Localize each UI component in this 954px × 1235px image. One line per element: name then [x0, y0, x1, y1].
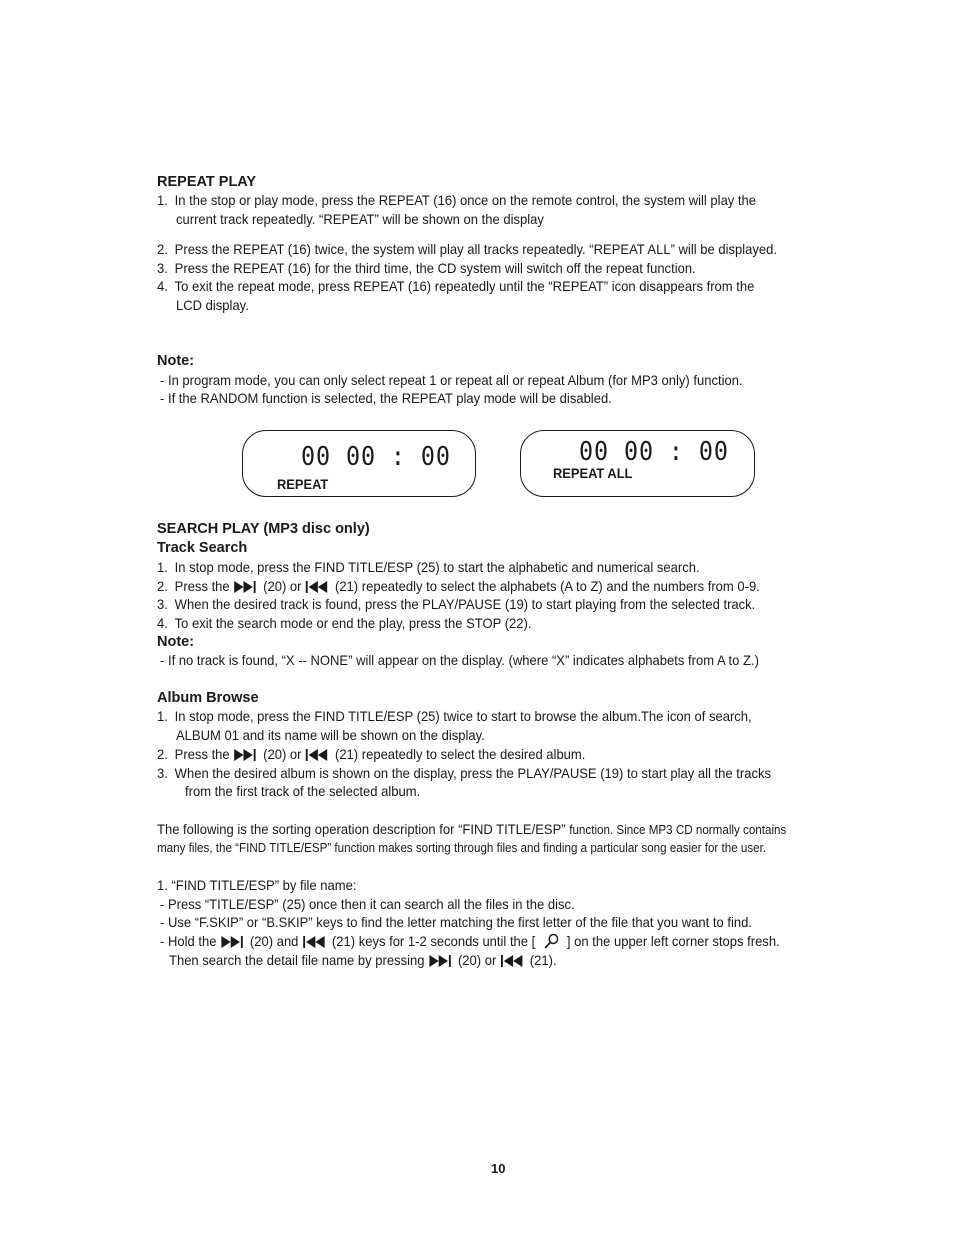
list-item: 1. In stop mode, press the FIND TITLE/ESP (25) to start the alphabetic and numerical search. — [157, 559, 700, 575]
find-step: - Use “F.SKIP” or “B.SKIP” keys to find the letter matching the first letter of the file that you want to find. — [160, 914, 752, 930]
skip-back-icon — [500, 954, 526, 972]
list-item: 1. In the stop or play mode, press the REPEAT (16) once on the remote control, the system will play the — [157, 192, 757, 208]
list-item: 2. Press the REPEAT (16) twice, the system will play all tracks repeatedly. “REPEAT ALL” will be displayed. — [157, 241, 777, 257]
list-item: 3. Press the REPEAT (16) for the third time, the CD system will switch off the repeat function. — [157, 260, 696, 276]
note-heading: Note: — [157, 353, 195, 369]
lcd-repeat-all-label: REPEAT ALL — [553, 465, 633, 481]
search-icon — [543, 933, 560, 953]
skip-forward-icon — [428, 954, 454, 972]
find-step: - Hold the (20) and (21) keys for 1-2 seconds until the [ ] on the upper left corner stops fresh. — [160, 932, 780, 953]
lcd-time-digits: 00 00 : 00 — [579, 437, 729, 467]
note-heading: Note: — [157, 634, 195, 650]
list-item-continued: ALBUM 01 and its name will be shown on the display. — [176, 727, 485, 743]
list-item: 3. When the desired track is found, press the PLAY/PAUSE (19) to start playing from the selected track. — [157, 596, 756, 612]
album-browse-heading: Album Browse — [157, 690, 259, 706]
lcd-display-repeat-all — [520, 430, 755, 497]
find-step: Then search the detail file name by pressing (20) or (21). — [169, 951, 557, 972]
list-item-continued: from the first track of the selected album. — [185, 783, 421, 799]
note-line: - If the RANDOM function is selected, the REPEAT play mode will be disabled. — [160, 390, 612, 406]
list-item: 1. In stop mode, press the FIND TITLE/ESP (25) twice to start to browse the album.The icon of search, — [157, 708, 752, 724]
note-line: - In program mode, you can only select repeat 1 or repeat all or repeat Album (for MP3 only) function. — [160, 372, 743, 388]
sorting-description: many files, the “FIND TITLE/ESP” function makes sorting through files and finding a particular song easier for the user. — [157, 841, 767, 855]
note-line: - If no track is found, “X -- NONE” will appear on the display. (where “X” indicates alphabets from A to Z.) — [160, 652, 759, 668]
list-item-continued: current track repeatedly. “REPEAT” will be shown on the display — [176, 211, 544, 227]
lcd-repeat-label: REPEAT — [277, 476, 329, 492]
list-item: 2. Press the (20) or (21) repeatedly to select the desired album. — [157, 745, 585, 766]
find-step: - Press “TITLE/ESP” (25) once then it can search all the files in the disc. — [160, 896, 575, 912]
search-play-heading: SEARCH PLAY (MP3 disc only) — [157, 521, 370, 537]
list-item: 4. To exit the search mode or end the play, press the STOP (22). — [157, 615, 532, 631]
sorting-description: The following is the sorting operation description for “FIND TITLE/ESP” function. Since MP3 CD normally contains — [157, 821, 787, 837]
list-item-continued: LCD display. — [176, 297, 249, 313]
list-item: 4. To exit the repeat mode, press REPEAT (16) repeatedly until the “REPEAT” icon disappears from the — [157, 278, 755, 294]
list-item: 3. When the desired album is shown on the display, press the PLAY/PAUSE (19) to start play all the tracks — [157, 765, 771, 781]
list-item: 2. Press the (20) or (21) repeatedly to select the alphabets (A to Z) and the numbers from 0-9. — [157, 577, 760, 598]
track-search-heading: Track Search — [157, 540, 248, 556]
lcd-display-repeat — [242, 430, 476, 497]
find-title-heading: 1. “FIND TITLE/ESP” by file name: — [157, 877, 357, 893]
page-number: 10 — [491, 1161, 506, 1176]
repeat-play-heading: REPEAT PLAY — [157, 174, 257, 190]
lcd-time-digits: 00 00 : 00 — [301, 442, 451, 472]
